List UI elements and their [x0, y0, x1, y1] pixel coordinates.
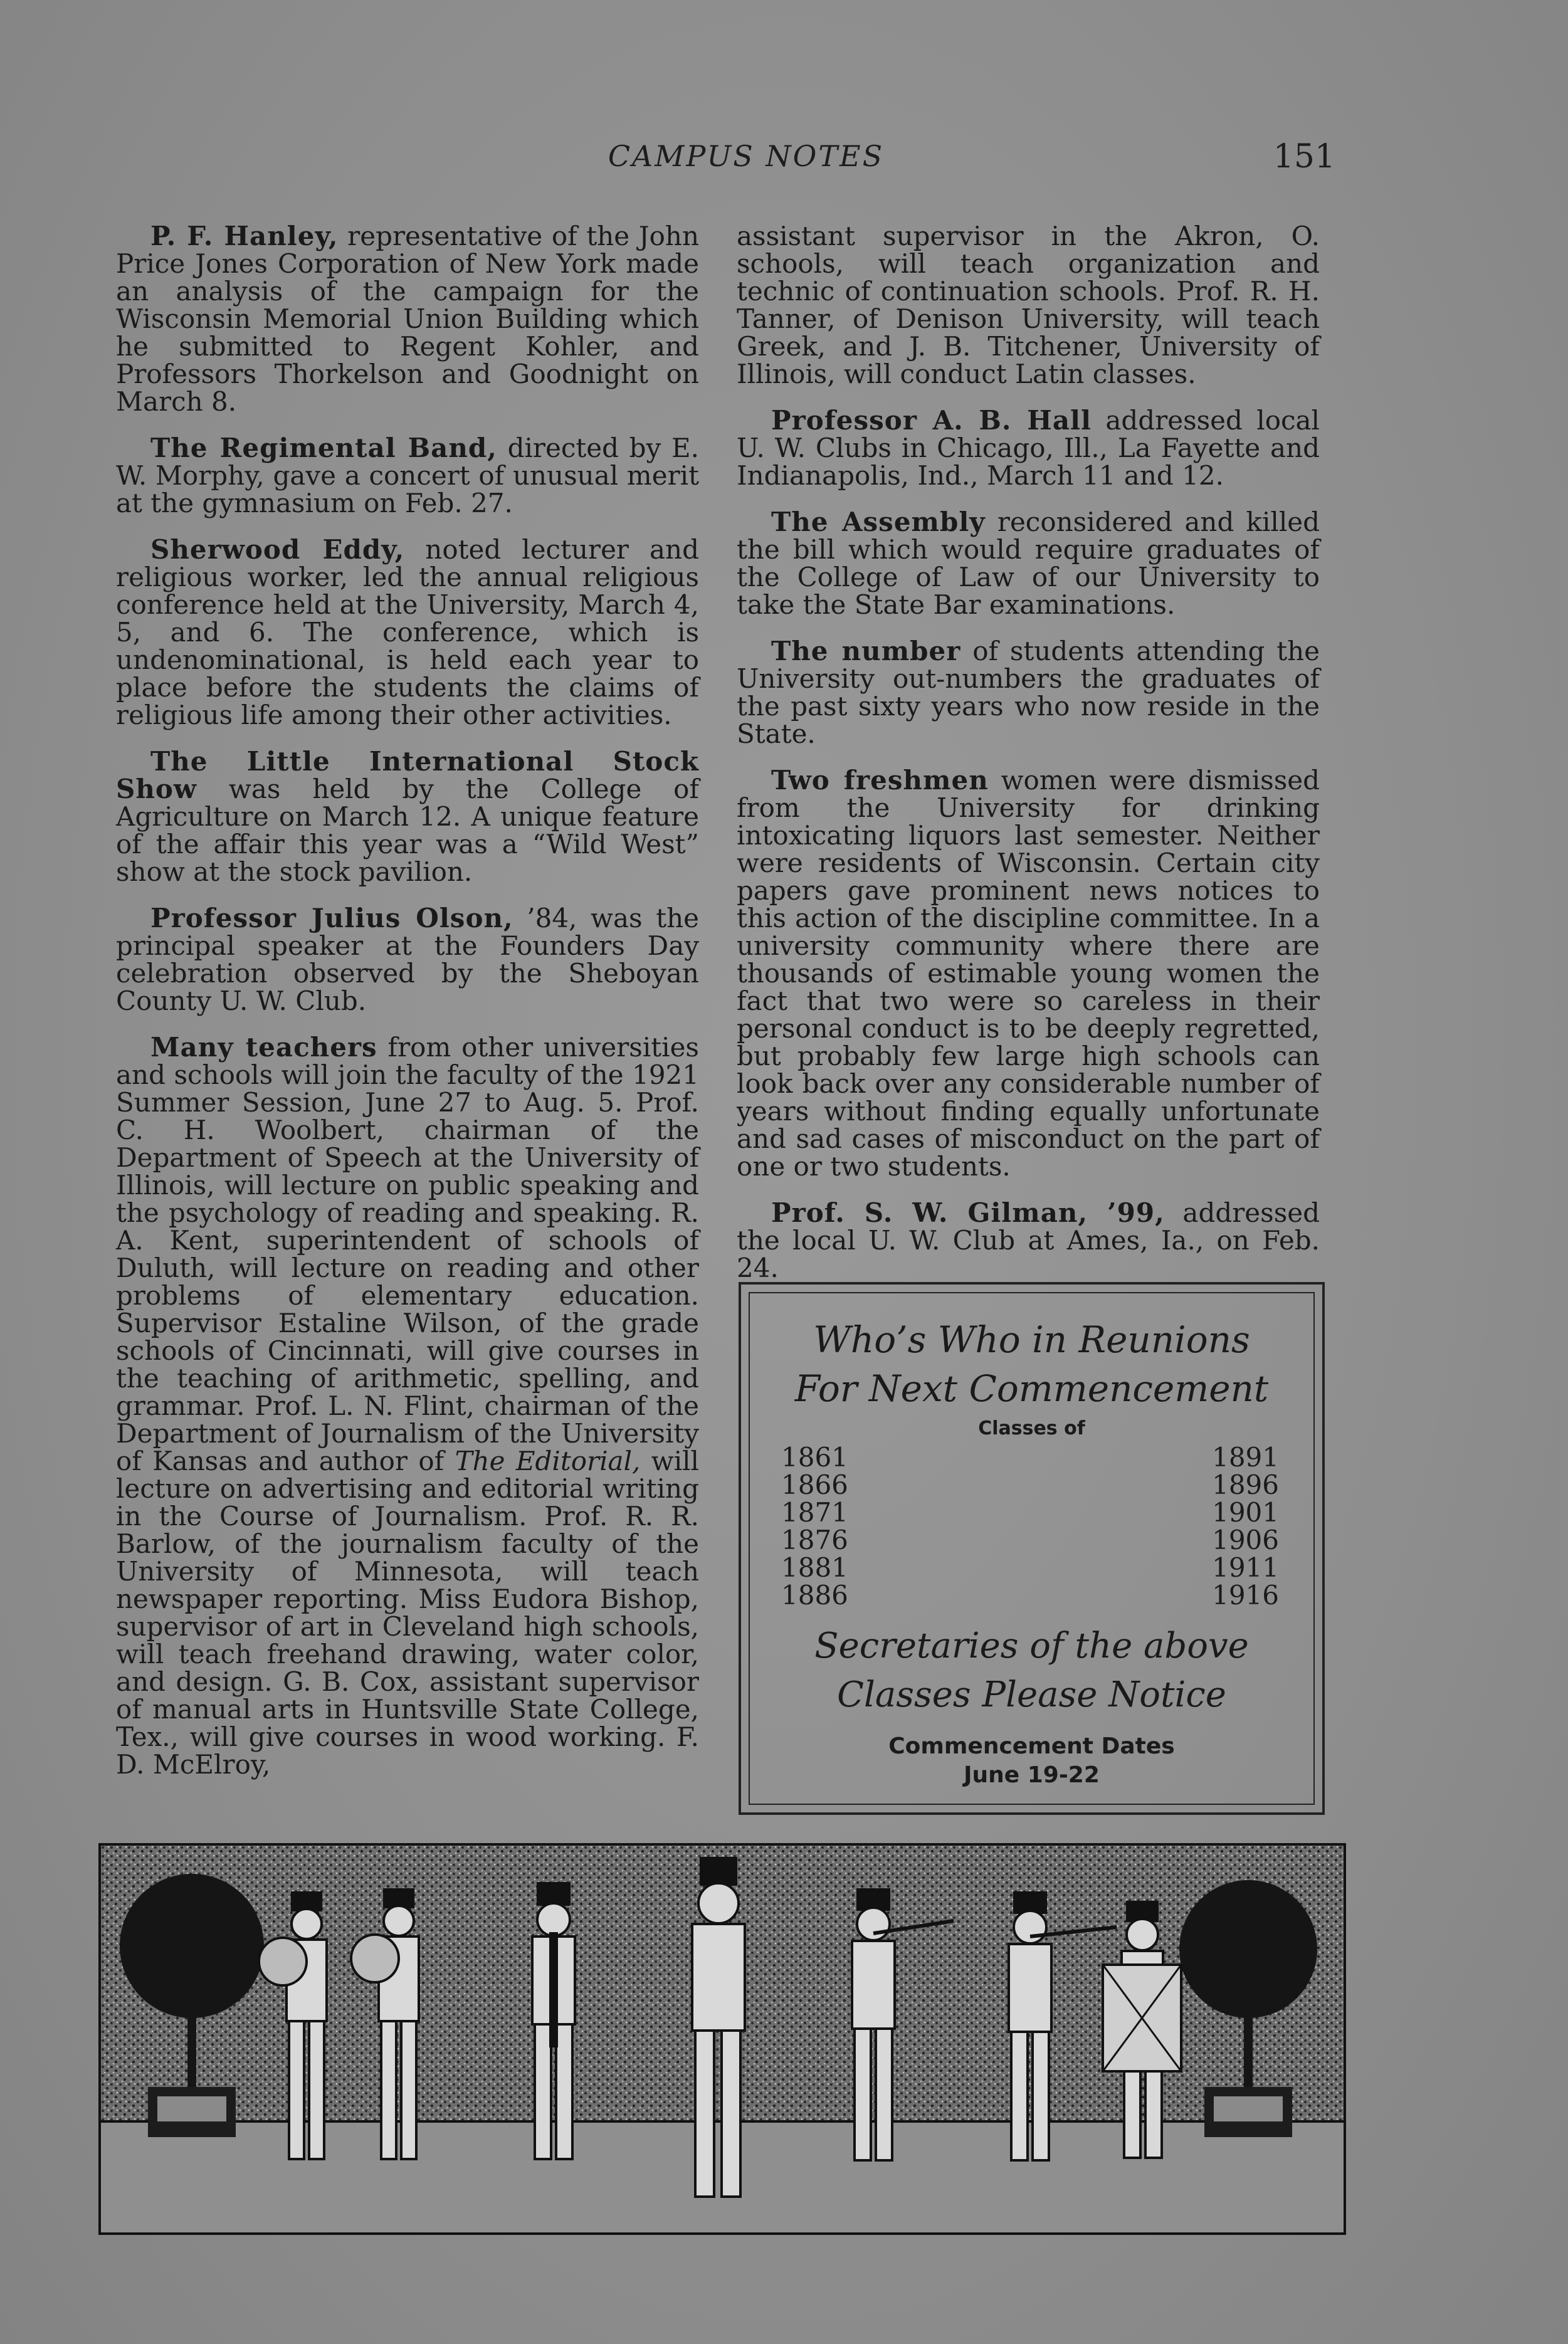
- item-lead: The number: [771, 636, 961, 666]
- item-text: addressed the local U. W. Club at Ames, Ia., on Feb. 24.: [737, 1197, 1320, 1283]
- box-inner-border: [749, 1292, 1315, 1805]
- item-text-cont: will lecture on advertising and editorial writing in the Course of Journalism. Prof. R. R. Barlow, of the journalism faculty of the University of Minnesota, will teach newspaper reporting. Miss Eudora Bishop, supervisor of art in Cleveland high schools, will teach freehand drawing, water color, and design. G. B. Cox, assistant supervisor of manual arts in Huntsville State College, Tex., will give courses in wood working. F. D. McElroy,: [116, 1446, 699, 1780]
- item-lead: Many teachers: [150, 1032, 377, 1063]
- item-text: directed by E. W. Morphy, gave a concert of unusual merit at the gymnasium on Feb. 27.: [116, 433, 699, 518]
- news-item: [116, 1034, 699, 1779]
- year-item: 1876: [781, 1525, 848, 1555]
- year-item: 1906: [1212, 1525, 1279, 1555]
- year-item: 1881: [781, 1552, 848, 1583]
- news-item: [737, 1199, 1320, 1282]
- news-item: [737, 767, 1320, 1180]
- news-item: [737, 638, 1320, 748]
- news-item: [116, 223, 699, 416]
- news-item: [116, 536, 699, 729]
- item-text: was held by the College of Agriculture on March 12. A unique feature of the affair this year was a “Wild West” show at the stock pavilion.: [116, 774, 699, 887]
- left-column: [116, 223, 699, 1797]
- news-item: [116, 748, 699, 886]
- year-item: 1891: [1212, 1442, 1279, 1473]
- page-number: 151: [1273, 138, 1335, 176]
- item-lead: The Assembly: [771, 507, 986, 537]
- news-item: [116, 905, 699, 1015]
- item-text: of students attending the University out-numbers the graduates of the past sixty years who now reside in the State.: [737, 636, 1320, 749]
- classes-of-label: Classes of: [978, 1417, 1085, 1439]
- item-text: from other universities and schools will join the faculty of the 1921 Summer Session, June 27 to Aug. 5. Prof. C. H. Woolbert, chairman of the Department of Speech at the University of Illinois, will lecture on public speaking and the psychology of reading and speaking. R. A. Kent, superintendent of schools of Duluth, will lecture on reading and other problems of elementary education. Supervisor Estaline Wilson, of the grade schools of Cincinnati, will give courses in the teaching of arithmetic, spelling, and grammar. Prof. L. N. Flint, chairman of the Department of Journalism of the University of Kansas and author of: [116, 1032, 699, 1476]
- notice-line2: Classes Please Notice: [837, 1674, 1226, 1715]
- reunion-notice-box: [739, 1282, 1325, 1815]
- year-item: 1896: [1212, 1469, 1279, 1500]
- year-item: 1916: [1212, 1580, 1279, 1611]
- year-item: 1871: [781, 1497, 848, 1528]
- news-item: [116, 434, 699, 517]
- notice-line1: Secretaries of the above: [814, 1626, 1249, 1666]
- item-lead: P. F. Hanley,: [150, 221, 339, 251]
- band-illustration: [98, 1843, 1346, 2235]
- news-item: [737, 508, 1320, 619]
- box-title-line2: For Next Commencement: [794, 1367, 1269, 1410]
- year-item: 1886: [781, 1580, 848, 1611]
- item-lead: Professor A. B. Hall: [771, 405, 1092, 436]
- year-item: 1866: [781, 1469, 848, 1500]
- item-text: reconsidered and killed the bill which would require graduates of the College of Law of our University to take the State Bar examinations.: [737, 507, 1320, 620]
- box-title-line1: Who’s Who in Reunions: [813, 1318, 1250, 1361]
- news-item: [737, 407, 1320, 490]
- item-text: representative of the John Price Jones Corporation of New York made an analysis of the campaign for the Wisconsin Memorial Union Building which he submitted to Regent Kohler, and Professors Thorkelson and Goodnight on March 8.: [116, 221, 700, 417]
- news-item-continued: [737, 223, 1320, 388]
- year-item: 1911: [1212, 1552, 1279, 1583]
- years-list-right: [1212, 1444, 1279, 1609]
- running-head: CAMPUS NOTES: [608, 139, 885, 173]
- item-text: women were dismissed from the University for drinking intoxicating liquors last semester. Neither were residents of Wisconsin. Certain city papers gave prominent news notices to this action of the discipline committee. In a university community where there are thousands of estimable young women the fact that two were so careless in their personal conduct is to be deeply regretted, but probably few large high schools can look back over any considerable number of years without finding equally unfortunate and sad cases of misconduct on the part of one or two students.: [737, 765, 1320, 1182]
- item-lead: The Little International Stock Show: [116, 746, 699, 804]
- item-text: addressed local U. W. Clubs in Chicago, Ill., La Fayette and Indianapolis, Ind., March 11 and 12.: [737, 405, 1320, 491]
- item-lead: Two freshmen: [771, 765, 989, 796]
- item-lead: Sherwood Eddy,: [150, 534, 405, 565]
- item-lead: Professor Julius Olson,: [150, 903, 513, 933]
- item-text: ’84, was the principal speaker at the Founders Day celebration observed by the Sheboyan County U. W. Club.: [116, 903, 699, 1016]
- item-text: noted lecturer and religious worker, led the annual religious conference held at the University, March 4, 5, and 6. The conference, which is undenominational, is held each year to place before the students the claims of religious life among their other activities.: [116, 534, 699, 730]
- band-drawing: [101, 1846, 1344, 2232]
- book-title: The Editorial,: [455, 1446, 641, 1476]
- year-item: 1901: [1212, 1497, 1279, 1528]
- item-text: assistant supervisor in the Akron, O. schools, will teach organization and technic of continuation schools. Prof. R. H. Tanner, of Denison University, will teach Greek, and J. B. Titchener, University of Illinois, will conduct Latin classes.: [737, 221, 1320, 389]
- item-lead: The Regimental Band,: [150, 433, 497, 463]
- right-column: [737, 223, 1320, 1301]
- commencement-dates-label: Commencement Dates: [888, 1733, 1175, 1759]
- year-item: 1861: [781, 1442, 848, 1473]
- years-list-left: [781, 1444, 848, 1609]
- item-lead: Prof. S. W. Gilman, ’99,: [771, 1197, 1165, 1228]
- commencement-dates-value: June 19-22: [964, 1762, 1100, 1788]
